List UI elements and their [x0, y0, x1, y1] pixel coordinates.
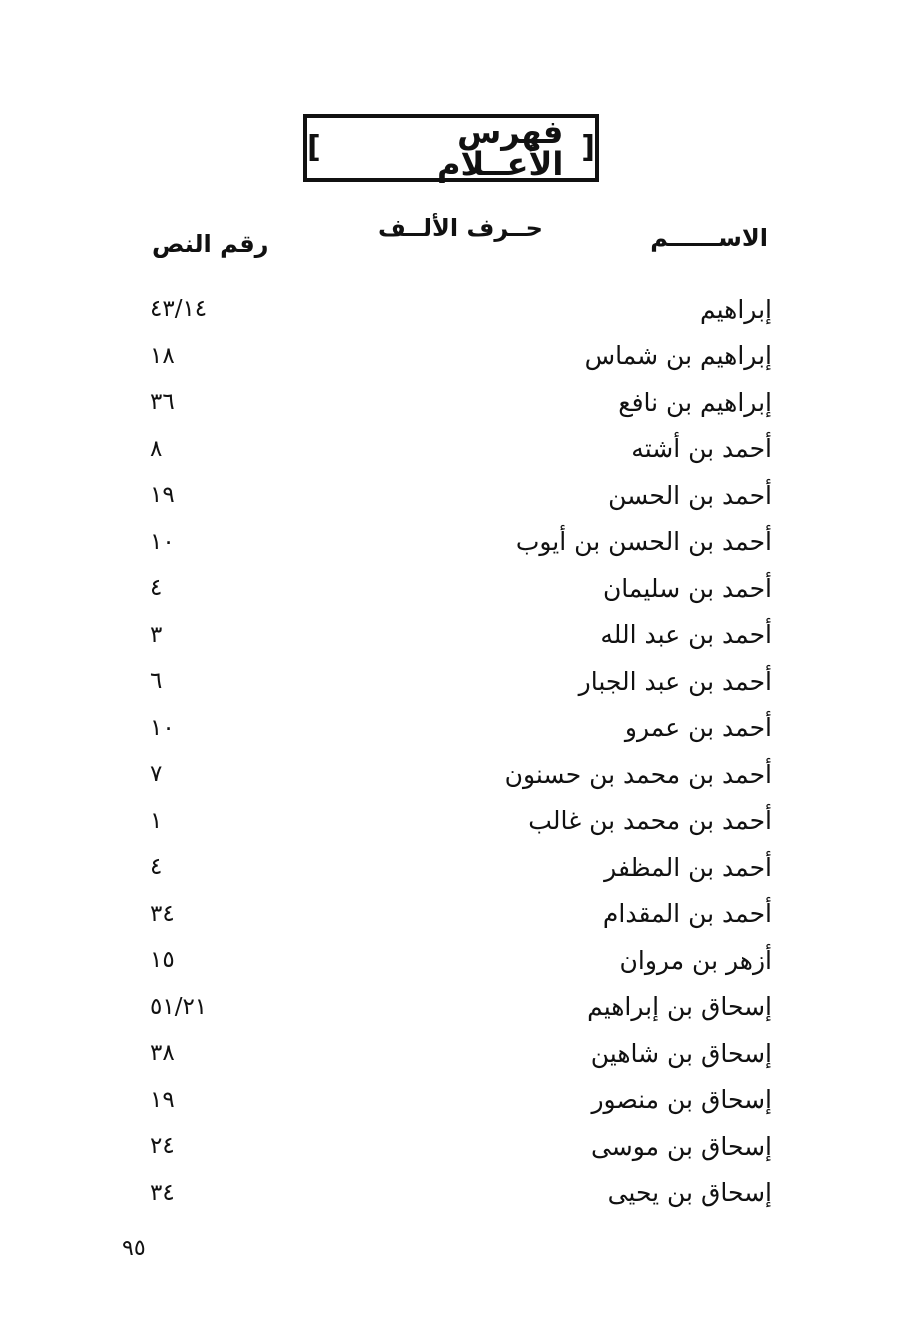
entry-reference-number: ١٨: [150, 342, 175, 369]
list-item: [150, 937, 772, 984]
entry-reference-number: ٣٤: [150, 1179, 175, 1206]
entry-name: إسحاق بن منصور: [591, 1085, 772, 1115]
entry-reference-number: ٤: [150, 575, 163, 602]
list-item: [150, 472, 772, 519]
list-item: [150, 844, 772, 891]
entry-reference-number: ١٩: [150, 482, 175, 509]
entry-name: إبراهيم بن شماس: [584, 341, 772, 371]
entry-reference-number: ٦: [150, 668, 163, 695]
title-close-bracket: ]: [581, 130, 595, 165]
entry-reference-number: ٨: [150, 435, 163, 462]
list-item: [150, 1123, 772, 1170]
name-column-header: الاســــــم: [650, 224, 768, 252]
entry-name: أحمد بن الحسن بن أيوب: [515, 527, 772, 557]
entry-name: إسحاق بن يحيى: [607, 1178, 772, 1208]
list-item: [150, 891, 772, 938]
entry-name: إبراهيم: [699, 294, 772, 324]
list-item: [150, 333, 772, 380]
entry-reference-number: ٥١/٢١: [150, 993, 208, 1020]
list-item: [150, 379, 772, 426]
list-item: [150, 565, 772, 612]
list-item: [150, 1170, 772, 1217]
entry-name: أحمد بن محمد بن غالب: [528, 806, 772, 836]
list-item: [150, 519, 772, 566]
entry-name: أحمد بن عبد الجبار: [578, 666, 772, 696]
title-open-bracket: [: [307, 130, 321, 165]
page-title: فهرس الأعــلام: [437, 113, 564, 183]
index-entries-list: [150, 286, 772, 1216]
entry-name: أحمد بن الحسن: [608, 480, 772, 510]
entry-reference-number: ١٩: [150, 1086, 175, 1113]
entry-reference-number: ٧: [150, 761, 163, 788]
list-item: [150, 286, 772, 333]
entry-name: أزهر بن مروان: [619, 945, 772, 975]
entry-name: أحمد بن المقدام: [602, 899, 772, 929]
entry-reference-number: ٣٦: [150, 389, 175, 416]
list-item: [150, 426, 772, 473]
entry-name: أحمد بن سليمان: [602, 573, 772, 603]
entry-name: إسحاق بن موسى: [590, 1131, 772, 1161]
list-item: [150, 658, 772, 705]
entry-reference-number: ١٥: [150, 947, 175, 974]
letter-section-header: حــرف الألــف: [378, 214, 543, 242]
entry-name: إبراهيم بن نافع: [618, 387, 772, 417]
entry-name: إسحاق بن إبراهيم: [587, 992, 772, 1022]
entry-name: أحمد بن أشته: [631, 434, 772, 464]
entry-reference-number: ١: [150, 807, 163, 834]
list-item: [150, 984, 772, 1031]
number-column-header: رقم النص: [152, 230, 269, 258]
list-item: [150, 1030, 772, 1077]
list-item: [150, 612, 772, 659]
entry-name: أحمد بن المظفر: [604, 852, 772, 882]
entry-reference-number: ٢٤: [150, 1133, 175, 1160]
entry-reference-number: ١٠: [150, 714, 175, 741]
list-item: [150, 751, 772, 798]
entry-reference-number: ٣٨: [150, 1040, 175, 1067]
entry-name: أحمد بن محمد بن حسنون: [504, 759, 772, 789]
list-item: [150, 1077, 772, 1124]
entry-reference-number: ٣: [150, 621, 163, 648]
entry-reference-number: ٤٣/١٤: [150, 296, 208, 323]
entry-name: أحمد بن عبد الله: [600, 620, 772, 650]
entry-name: أحمد بن عمرو: [624, 713, 772, 743]
list-item: [150, 798, 772, 845]
index-title-box: [303, 114, 599, 182]
entry-reference-number: ٣٤: [150, 900, 175, 927]
list-item: [150, 705, 772, 752]
entry-reference-number: ١٠: [150, 528, 175, 555]
entry-name: إسحاق بن شاهين: [590, 1038, 772, 1068]
entry-reference-number: ٤: [150, 854, 163, 881]
page-number: ٩٥: [122, 1236, 146, 1261]
